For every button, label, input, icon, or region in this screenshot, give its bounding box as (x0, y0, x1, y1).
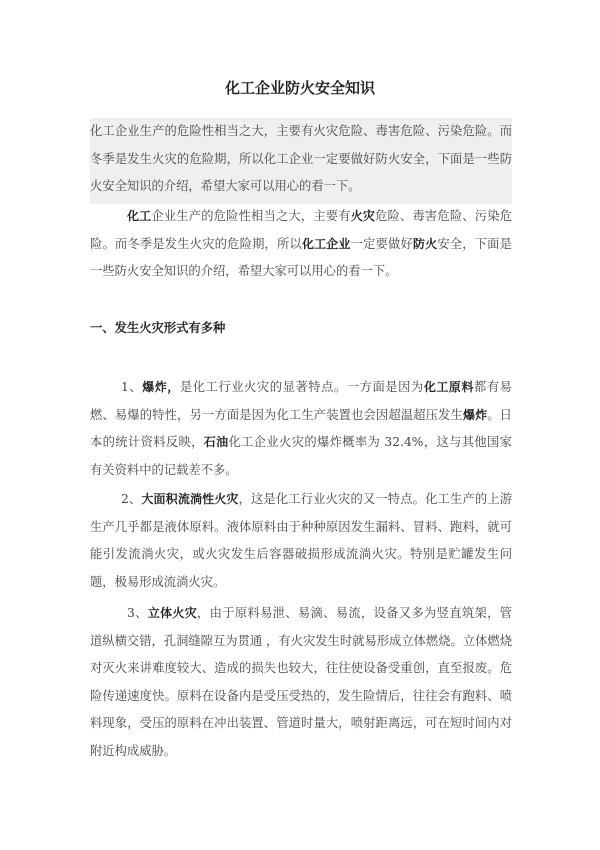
text-run: 。日本的统计资料反映， (90, 407, 512, 450)
text-run: 安全，下面是一些防火安全知识的介绍，希望大家可以用心的看一下。 (90, 236, 512, 279)
text-run: 化工企业生产的危险性相当之大，主要有火灾危险、毒害危险、污染危险。而冬季是发生火灾的危险期，所以化工企业一定要做好防火安全，下面是一些防火安全知识的介绍，希望大家可以用心的看一下。 (90, 124, 512, 194)
intro-highlight-box (90, 118, 512, 204)
text-run: 一定要做好 (350, 236, 413, 251)
bold-text: 爆炸 (462, 407, 488, 422)
bold-text: 石油 (203, 435, 229, 450)
text-run: 3、 (127, 606, 148, 620)
item-explosion-paragraph (90, 374, 512, 484)
text-run: 都有易燃、易爆的特性，另一方面是因为化工生产装置也会因超温超压发生 (90, 380, 512, 422)
bold-text: 立体火灾 (147, 606, 198, 620)
section-heading: 一、发生火灾形式有多种 (90, 321, 226, 335)
text-run: ，由于原料易泄、易滴、易流，设备又多为竖直筑架，管道纵横交错，孔洞缝隙互为贯通 ，有火灾发生时就易形成立体燃烧。立体燃烧对灭火来讲难度较大、造成的损失也较大，往往使设备受重创，直至报废。危险传递速度快。原料在设备内是受压受热的，发生险情后，往往会有跑料、喷料现象，受压的原料在冲出装置、管道时量大，喷射距离远，可在短时间内对附近构成威胁。 (90, 606, 513, 758)
bold-text: 大面积流淌性火灾 (141, 492, 239, 506)
bold-text: 防火 (412, 236, 438, 251)
text-run: 是化工行业火灾的显著特点。一方面是因为 (179, 380, 424, 394)
text-run: ，这是化工行业火灾的又一特点。化工生产的上游生产几乎都是液体原料。液体原料由于种种原因发生漏料、冒料、跑料，就可能引发流淌火灾，或火灾发生后容器破损形成流淌火灾。特别是贮罐发生问题，极易形成流淌火灾。 (90, 492, 512, 589)
item-3d-fire-paragraph (90, 600, 512, 766)
text-run: 企业生产的危险性相当之大，主要有 (151, 209, 351, 223)
document-title: 化工企业防火安全知识 (224, 79, 375, 97)
bold-text: 爆炸， (142, 380, 180, 394)
text-run: 2、 (121, 492, 142, 506)
bold-text: 火灾 (350, 209, 376, 223)
text-run: 化工企业火灾的爆炸概率为 32.4%，这与其他国家有关资料中的记载差不多。 (90, 435, 512, 477)
intro-paragraph (90, 203, 512, 286)
bold-text: 化工企业 (301, 236, 351, 251)
text-run: 危险、毒害危险、污染危险。而冬季是发生火灾的危险期，所以 (90, 209, 512, 251)
text-run: 1、 (121, 380, 143, 394)
bold-text: 化工原料 (423, 380, 474, 394)
bold-text: 化工 (127, 209, 152, 223)
item-flowing-fire-paragraph (90, 486, 512, 596)
